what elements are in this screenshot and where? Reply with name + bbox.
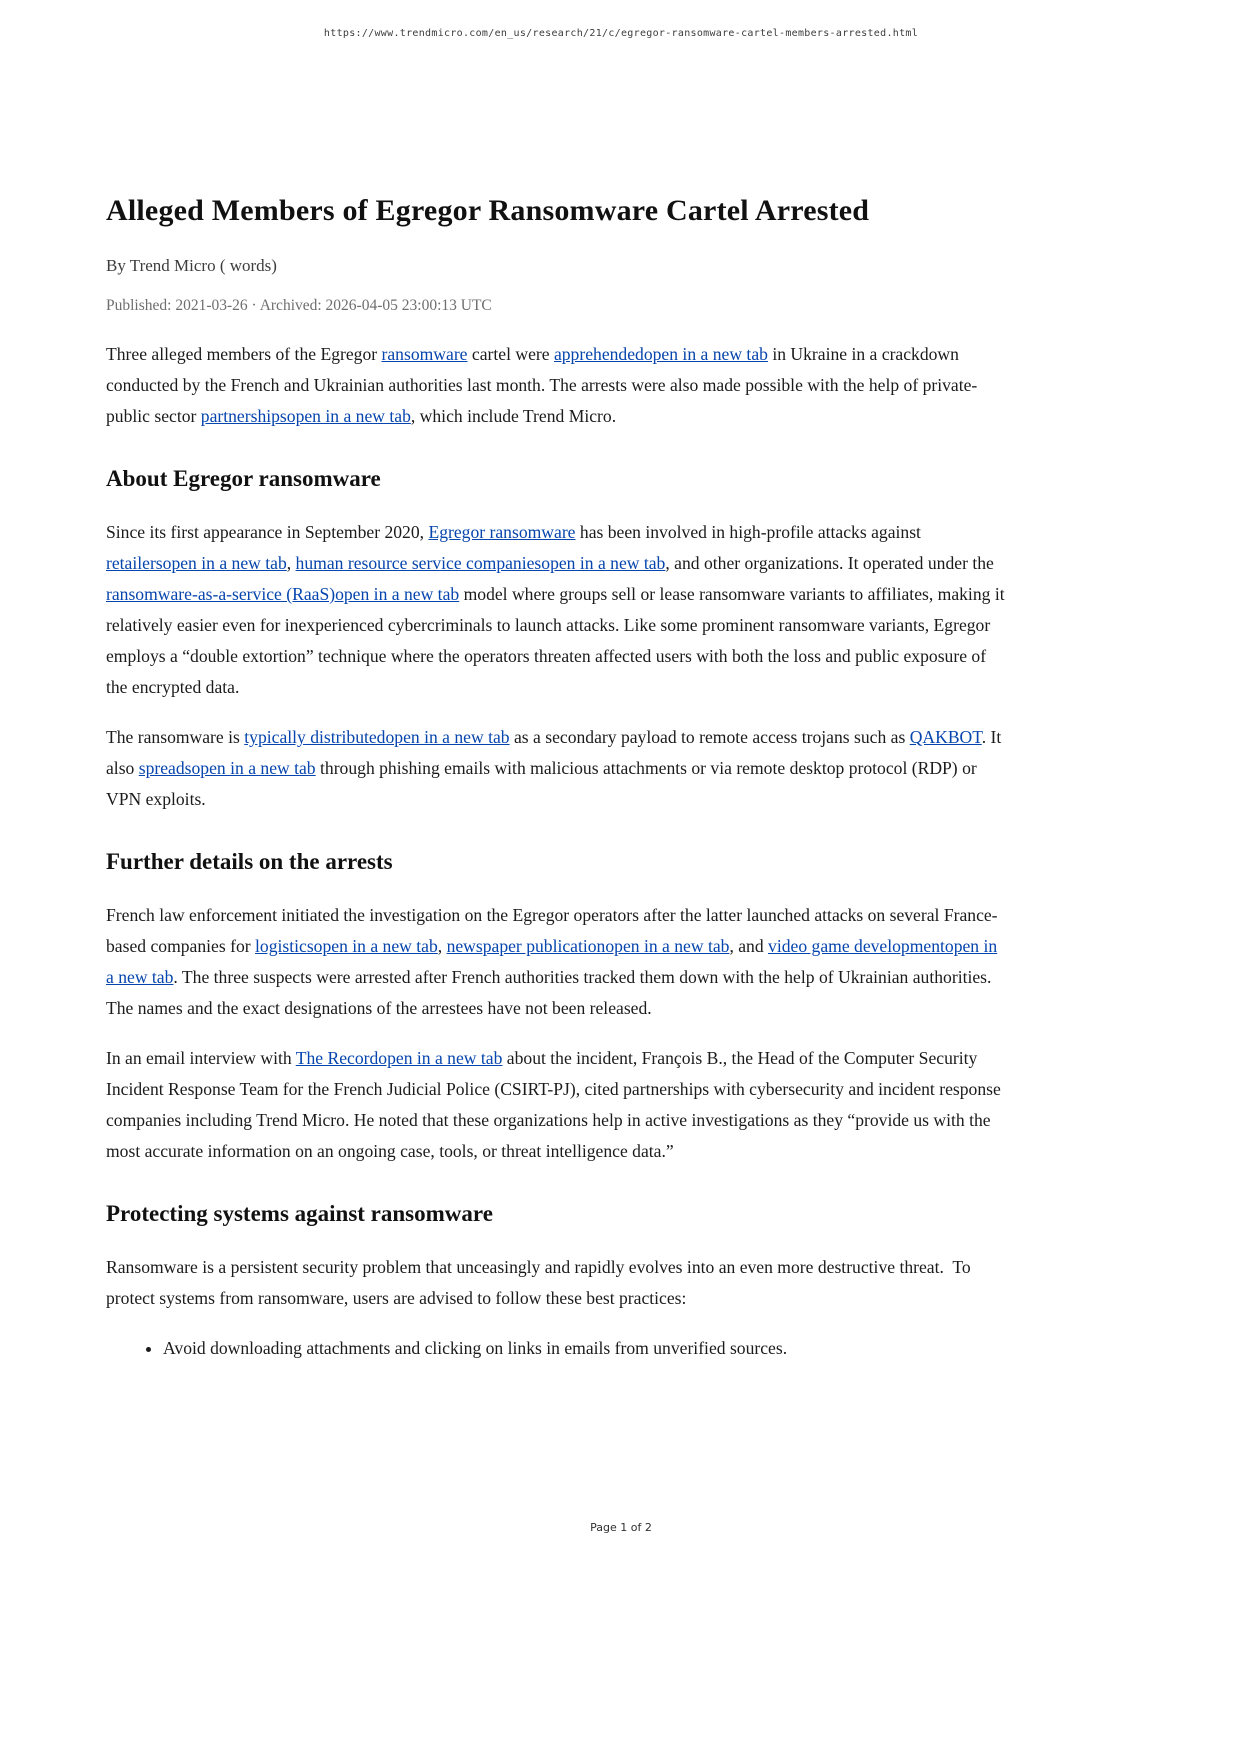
- section-heading-further-details: Further details on the arrests: [106, 849, 393, 874]
- text-run: , and other organizations. It operated under the: [665, 553, 994, 573]
- inline-link[interactable]: ransomware-as-a-service (RaaS)open in a new tab: [106, 584, 460, 604]
- text-run: Ransomware is a persistent security problem that unceasingly and rapidly evolves into an even more destructive threat. To protect systems from ransomware, users are advised to follow these best practices:: [106, 1257, 971, 1308]
- byline: By Trend Micro ( words): [106, 256, 277, 275]
- list-item: [163, 1333, 1007, 1364]
- page-number-footer: Page 1 of 2: [590, 1521, 652, 1534]
- text-run: as a secondary payload to remote access trojans such as: [509, 727, 910, 747]
- print-header-url: https://www.trendmicro.com/en_us/research/21/c/egregor-ransomware-cartel-members-arrested.html: [323, 28, 919, 39]
- published-archived-meta: Published: 2021-03-26 · Archived: 2026-04-05 23:00:13 UTC: [106, 297, 492, 314]
- text-run: In an email interview with: [106, 1048, 296, 1068]
- text-run: has been involved in high-profile attacks against: [575, 522, 921, 542]
- about-paragraph-1: [106, 517, 1007, 703]
- text-run: , which include Trend Micro.: [410, 406, 617, 426]
- inline-link[interactable]: apprehendedopen in a new tab: [553, 344, 768, 364]
- text-run: The ransomware is: [106, 727, 245, 747]
- text-run: French law enforcement initiated the investigation on the Egregor operators after the latter launched attacks on several France-based companies for: [106, 905, 998, 956]
- text-run: . It also: [106, 727, 1002, 778]
- inline-link[interactable]: spreadsopen in a new tab: [138, 758, 316, 778]
- text-run: ,: [286, 553, 296, 573]
- protecting-intro-paragraph: [106, 1252, 1007, 1314]
- text-run: model where groups sell or lease ransomware variants to affiliates, making it relatively easier even for inexperienced cybercriminals to launch attacks. Like some prominent ransomware variants, Egregor employs a “double extortion” technique where the operators threaten affected users with both the loss and public exposure of the encrypted data.: [106, 584, 1005, 697]
- details-paragraph-2: [106, 1043, 1007, 1167]
- inline-link[interactable]: logisticsopen in a new tab: [255, 936, 438, 956]
- inline-link[interactable]: retailersopen in a new tab: [106, 553, 287, 573]
- inline-link[interactable]: ransomware: [381, 344, 468, 364]
- text-run: cartel were: [467, 344, 554, 364]
- inline-link[interactable]: typically distributedopen in a new tab: [244, 727, 510, 747]
- inline-link[interactable]: newspaper publicationopen in a new tab: [446, 936, 730, 956]
- inline-link[interactable]: video game developmentopen in a new tab: [106, 936, 998, 987]
- inline-link[interactable]: partnershipsopen in a new tab: [200, 406, 411, 426]
- text-run: about the incident, François B., the Head of the Computer Security Incident Response Team for the French Judicial Police (CSIRT-PJ), cited partnerships with cybersecurity and incident response companies including Trend Micro. He noted that these organizations help in active investigations as they “provide us with the most accurate information on an ongoing case, tools, or threat intelligence data.”: [106, 1048, 1001, 1161]
- text-run: Avoid downloading attachments and clicking on links in emails from unverified sources.: [163, 1338, 788, 1358]
- about-paragraph-2: [106, 722, 1007, 815]
- text-run: ,: [437, 936, 447, 956]
- text-run: . The three suspects were arrested after French authorities tracked them down with the help of Ukrainian authorities. The names and the exact designations of the arrestees have not been released.: [106, 967, 992, 1018]
- inline-link[interactable]: human resource service companiesopen in a new tab: [295, 553, 666, 573]
- section-heading-protecting-systems: Protecting systems against ransomware: [106, 1201, 493, 1226]
- best-practices-list: [106, 1333, 1007, 1364]
- intro-paragraph: [106, 339, 1007, 432]
- inline-link[interactable]: The Recordopen in a new tab: [295, 1048, 503, 1068]
- text-run: through phishing emails with malicious attachments or via remote desktop protocol (RDP) or VPN exploits.: [106, 758, 977, 809]
- text-run: Three alleged members of the Egregor: [106, 344, 382, 364]
- article-page: [106, 194, 1007, 1364]
- text-run: Since its first appearance in September 2020,: [106, 522, 429, 542]
- text-run: in Ukraine in a crackdown conducted by the French and Ukrainian authorities last month. The arrests were also made possible with the help of private-public sector: [106, 344, 978, 426]
- section-heading-about-egregor: About Egregor ransomware: [106, 466, 381, 491]
- inline-link[interactable]: QAKBOT: [909, 727, 982, 747]
- page-title: Alleged Members of Egregor Ransomware Cartel Arrested: [106, 194, 870, 227]
- text-run: , and: [729, 936, 769, 956]
- inline-link[interactable]: Egregor ransomware: [428, 522, 576, 542]
- details-paragraph-1: [106, 900, 1007, 1024]
